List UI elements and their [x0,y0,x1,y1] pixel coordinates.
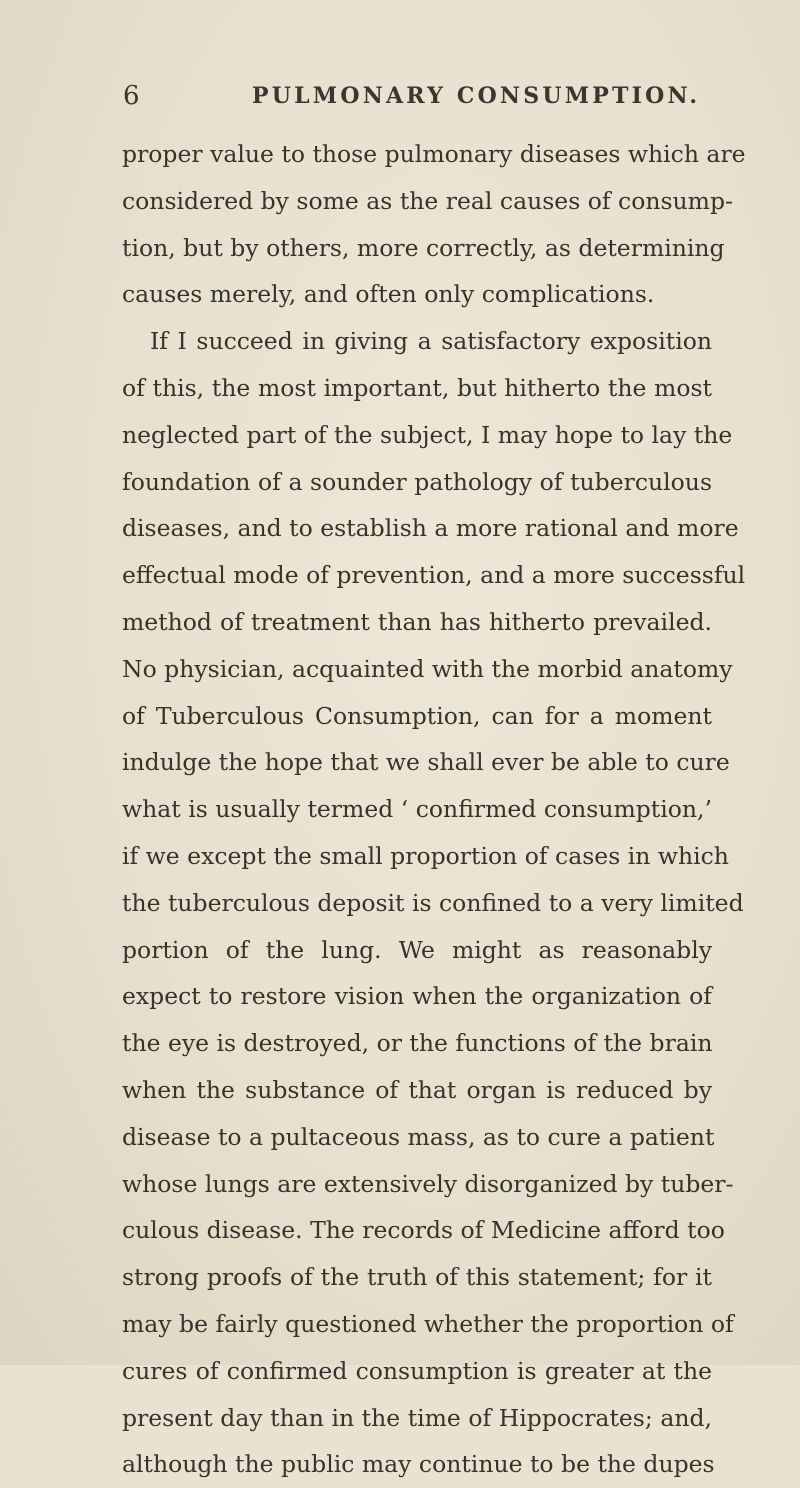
text-line: tion, but by others, more correctly, as determining [122,233,725,262]
text-line: present day than in the time of Hippocrates; and, [122,1403,712,1432]
text-line: although the public may continue to be the dupes [122,1450,715,1479]
text-line: disease to a pultaceous mass, as to cure a patient [122,1122,715,1151]
text-line: culous disease. The records of Medicine afford too [122,1216,725,1245]
page-header [0,78,800,114]
running-head: PULMONARY CONSUMPTION. [252,83,701,109]
text-line: neglected part of the subject, I may hope to lay the [122,420,733,449]
text-line: proper value to those pulmonary diseases which are [122,140,746,168]
body-text [122,131,746,1488]
text-line: strong proofs of the truth of this statement; for it [122,1263,712,1292]
page-number: 6 [123,81,140,111]
text-line: when the substance of that organ is reduced by [122,1075,712,1104]
text-line: of this, the most important, but hitherto the most [122,373,712,402]
text-line: may be fairly questioned whether the proportion of [122,1309,734,1338]
text-line: effectual mode of prevention, and a more successful [122,561,746,590]
text-line: of Tuberculous Consumption, can for a moment [122,701,712,730]
text-line: cures of confirmed consumption is greater at the [122,1356,712,1385]
text-line: whose lungs are extensively disorganized by tuber- [122,1169,734,1198]
text-line: method of treatment than has hitherto prevailed. [122,607,712,636]
text-line: considered by some as the real causes of consump- [122,186,733,215]
text-line: No physician, acquainted with the morbid anatomy [122,654,733,683]
text-line: what is usually termed ‘ confirmed consumption,’ [122,795,712,824]
text-line: indulge the hope that we shall ever be able to cure [122,748,730,777]
text-line: the tuberculous deposit is confined to a very limited [122,888,744,917]
text-line: causes merely, and often only complications. [122,280,655,309]
text-line: foundation of a sounder pathology of tuberculous [122,467,712,496]
text-line: the eye is destroyed, or the functions of the brain [122,1029,713,1058]
text-line: portion of the lung. We might as reasonably [122,935,712,964]
text-line: expect to restore vision when the organization of [122,982,712,1011]
text-line: if we except the small proportion of cases in which [122,841,729,870]
text-line: If I succeed in giving a satisfactory exposition [150,327,712,356]
text-line: diseases, and to establish a more rational and more [122,514,739,543]
